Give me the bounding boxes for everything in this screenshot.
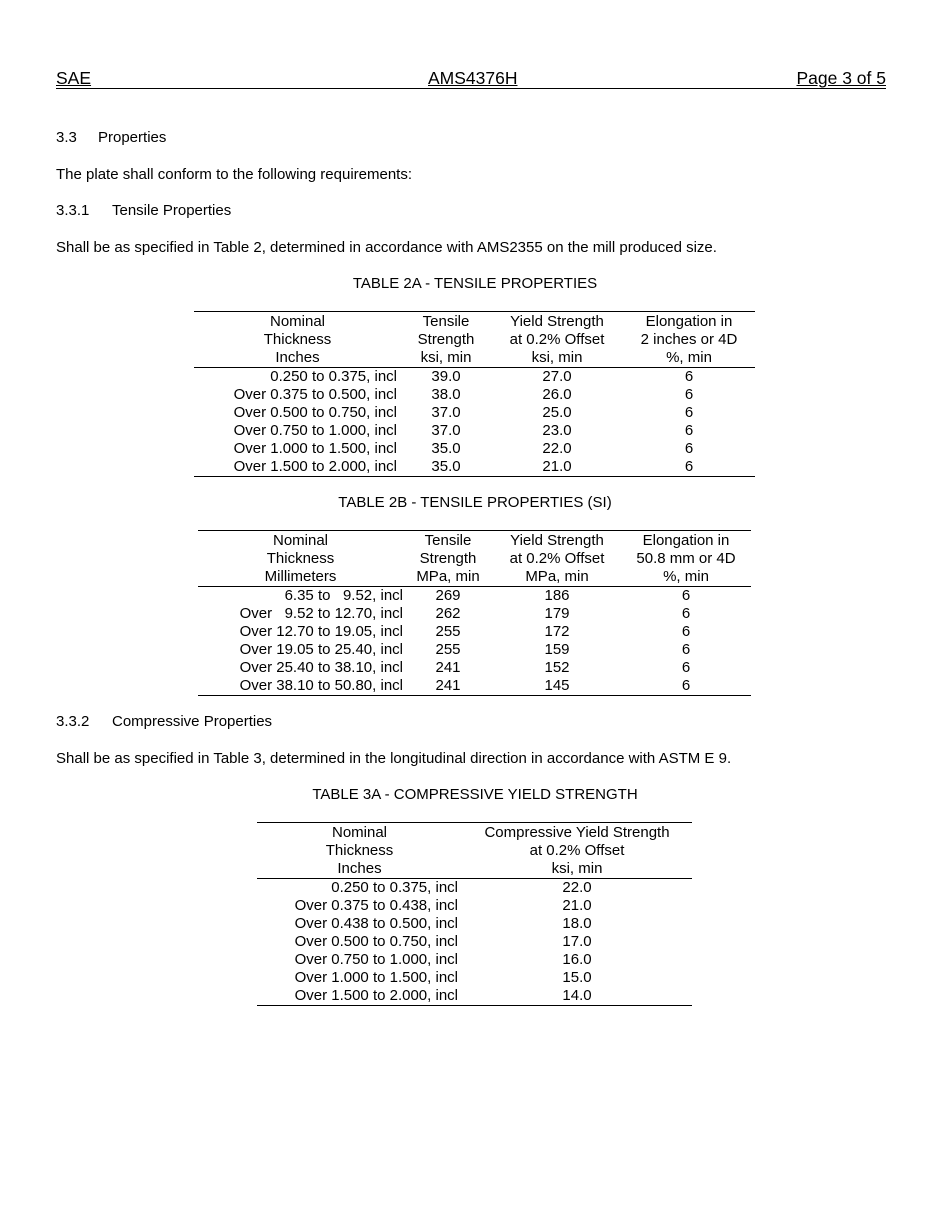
table-cell: 6: [621, 677, 751, 696]
page-header: [56, 68, 886, 89]
table-cell: 0.250 to 0.375, incl: [270, 368, 397, 385]
header-cell: Inches: [257, 860, 462, 879]
table-cell: 262: [435, 605, 461, 622]
table-row: [257, 897, 692, 915]
header-cell: ksi, min: [462, 860, 692, 879]
table-row: [257, 951, 692, 969]
header-cell: Tensile: [403, 531, 493, 551]
table-row: [194, 404, 755, 422]
header-org: SAE: [56, 68, 92, 88]
header-cell: ksi, min: [401, 349, 491, 368]
header-cell: Nominal: [194, 312, 401, 332]
header-page-number: Page 3 of 5: [796, 68, 886, 88]
table-cell: Over 1.500 to 2.000, incl: [194, 458, 401, 477]
header-cell: at 0.2% Offset: [509, 550, 605, 567]
table-cell: 6: [623, 458, 755, 477]
table-cell: 6: [681, 641, 691, 658]
table-row: [194, 386, 755, 404]
table-row: [194, 440, 755, 458]
header-cell: Strength: [417, 331, 475, 348]
header-cell: Thickness: [266, 550, 335, 567]
table-cell: Over 25.40 to 38.10, incl: [239, 659, 403, 676]
header-cell: Inches: [194, 349, 401, 368]
table-cell: 39.0: [431, 368, 461, 385]
table-cell: 38.0: [431, 386, 461, 403]
table-row: [198, 659, 751, 677]
table-cell: 37.0: [431, 404, 461, 421]
table-cell: 6: [684, 368, 694, 385]
header-cell: %, min: [623, 349, 755, 368]
header-cell: Nominal: [198, 531, 403, 551]
table-cell: 186: [544, 587, 570, 604]
table-3a: [257, 822, 692, 1006]
table-cell: 26.0: [542, 386, 572, 403]
header-cell: at 0.2% Offset: [509, 331, 605, 348]
section-text-3-3-2: Shall be as specified in Table 3, determined in the longitudinal direction in accordance with ASTM E 9.: [56, 750, 732, 767]
table-cell: 269: [435, 587, 461, 604]
table-cell: Over 9.52 to 12.70, incl: [239, 605, 403, 622]
header-cell: at 0.2% Offset: [529, 842, 625, 859]
table-cell: Over 0.500 to 0.750, incl: [294, 933, 458, 950]
table-cell: 16.0: [562, 951, 592, 968]
table-cell: 172: [544, 623, 570, 640]
table-cell: 17.0: [562, 933, 592, 950]
table-cell: Over 19.05 to 25.40, incl: [239, 641, 403, 658]
table-row: [194, 368, 755, 387]
table-cell: 21.0: [491, 458, 623, 477]
table-cell: 241: [435, 659, 461, 676]
table-cell: 18.0: [562, 915, 592, 932]
table-cell: 159: [544, 641, 570, 658]
table-row: [198, 605, 751, 623]
section-heading-3-3: 3.3 Properties: [56, 129, 167, 146]
header-cell: Thickness: [263, 331, 332, 348]
table-cell: 27.0: [542, 368, 572, 385]
table-cell: 25.0: [542, 404, 572, 421]
table-cell: Over 0.750 to 1.000, incl: [294, 951, 458, 968]
table-cell: 6: [684, 440, 694, 457]
table-cell: 37.0: [431, 422, 461, 439]
table-row: [198, 587, 751, 606]
section-text-3-3-1: Shall be as specified in Table 2, determined in accordance with AMS2355 on the mill produced size.: [56, 239, 717, 256]
table-cell: 6: [684, 386, 694, 403]
header-cell: Yield Strength: [493, 531, 621, 551]
header-cell: Elongation in: [621, 531, 751, 551]
table-row: [198, 641, 751, 659]
table-cell: 23.0: [542, 422, 572, 439]
table-cell: Over 38.10 to 50.80, incl: [198, 677, 403, 696]
header-cell: 2 inches or 4D: [640, 331, 738, 348]
table-cell: 14.0: [462, 987, 692, 1006]
table-row: [194, 422, 755, 440]
table-cell: Over 0.375 to 0.500, incl: [233, 386, 397, 403]
header-cell: Thickness: [325, 842, 394, 859]
table-cell: Over 0.375 to 0.438, incl: [294, 897, 458, 914]
header-cell: 50.8 mm or 4D: [636, 550, 736, 567]
table-2a: [194, 311, 755, 477]
header-cell: ksi, min: [491, 349, 623, 368]
table-cell: 6: [681, 659, 691, 676]
table-cell: 15.0: [562, 969, 592, 986]
table-cell: 35.0: [431, 440, 461, 457]
table-row: [257, 933, 692, 951]
table-cell: Over 1.000 to 1.500, incl: [233, 440, 397, 457]
table-row: [257, 969, 692, 987]
table-2b: [198, 530, 751, 696]
table-cell: Over 0.750 to 1.000, incl: [233, 422, 397, 439]
table-cell: 6: [681, 605, 691, 622]
header-cell: Yield Strength: [491, 312, 623, 332]
header-cell: Strength: [419, 550, 477, 567]
header-cell: Elongation in: [623, 312, 755, 332]
table-row: [257, 879, 692, 898]
table-cell: 0.250 to 0.375, incl: [331, 879, 458, 896]
table-cell: 179: [544, 605, 570, 622]
table-cell: Over 1.500 to 2.000, incl: [257, 987, 462, 1006]
table-cell: 21.0: [562, 897, 592, 914]
table-cell: 255: [435, 623, 461, 640]
table-cell: 6: [684, 422, 694, 439]
table-3a-caption: TABLE 3A - COMPRESSIVE YIELD STRENGTH: [312, 786, 638, 803]
section-text-3-3: The plate shall conform to the following requirements:: [56, 166, 413, 183]
table-cell: 22.0: [562, 879, 592, 896]
section-heading-3-3-1: 3.3.1 Tensile Properties: [56, 202, 232, 219]
table-row: [257, 987, 692, 1006]
header-cell: MPa, min: [493, 568, 621, 587]
table-cell: 22.0: [542, 440, 572, 457]
table-row: [257, 915, 692, 933]
table-cell: Over 0.500 to 0.750, incl: [233, 404, 397, 421]
table-cell: 255: [435, 641, 461, 658]
table-row: [198, 677, 751, 696]
table-cell: 6: [681, 623, 691, 640]
table-cell: 35.0: [401, 458, 491, 477]
table-cell: Over 0.438 to 0.500, incl: [294, 915, 458, 932]
header-cell: Millimeters: [198, 568, 403, 587]
table-cell: Over 12.70 to 19.05, incl: [239, 623, 403, 640]
table-cell: 6: [684, 404, 694, 421]
table-cell: 6.35 to 9.52, incl: [284, 587, 403, 604]
table-cell: 6: [681, 587, 691, 604]
table-row: [198, 623, 751, 641]
header-cell: %, min: [621, 568, 751, 587]
header-cell: Tensile: [401, 312, 491, 332]
header-cell: Compressive Yield Strength: [462, 823, 692, 843]
table-2a-caption: TABLE 2A - TENSILE PROPERTIES: [352, 275, 598, 292]
table-2b-caption: TABLE 2B - TENSILE PROPERTIES (SI): [338, 494, 612, 511]
table-cell: 145: [493, 677, 621, 696]
header-cell: Nominal: [257, 823, 462, 843]
section-heading-3-3-2: 3.3.2 Compressive Properties: [56, 713, 273, 730]
table-cell: 152: [544, 659, 570, 676]
header-cell: MPa, min: [403, 568, 493, 587]
table-row: [194, 458, 755, 477]
table-cell: 241: [403, 677, 493, 696]
table-cell: Over 1.000 to 1.500, incl: [294, 969, 458, 986]
header-doc-number: AMS4376H: [428, 68, 518, 88]
